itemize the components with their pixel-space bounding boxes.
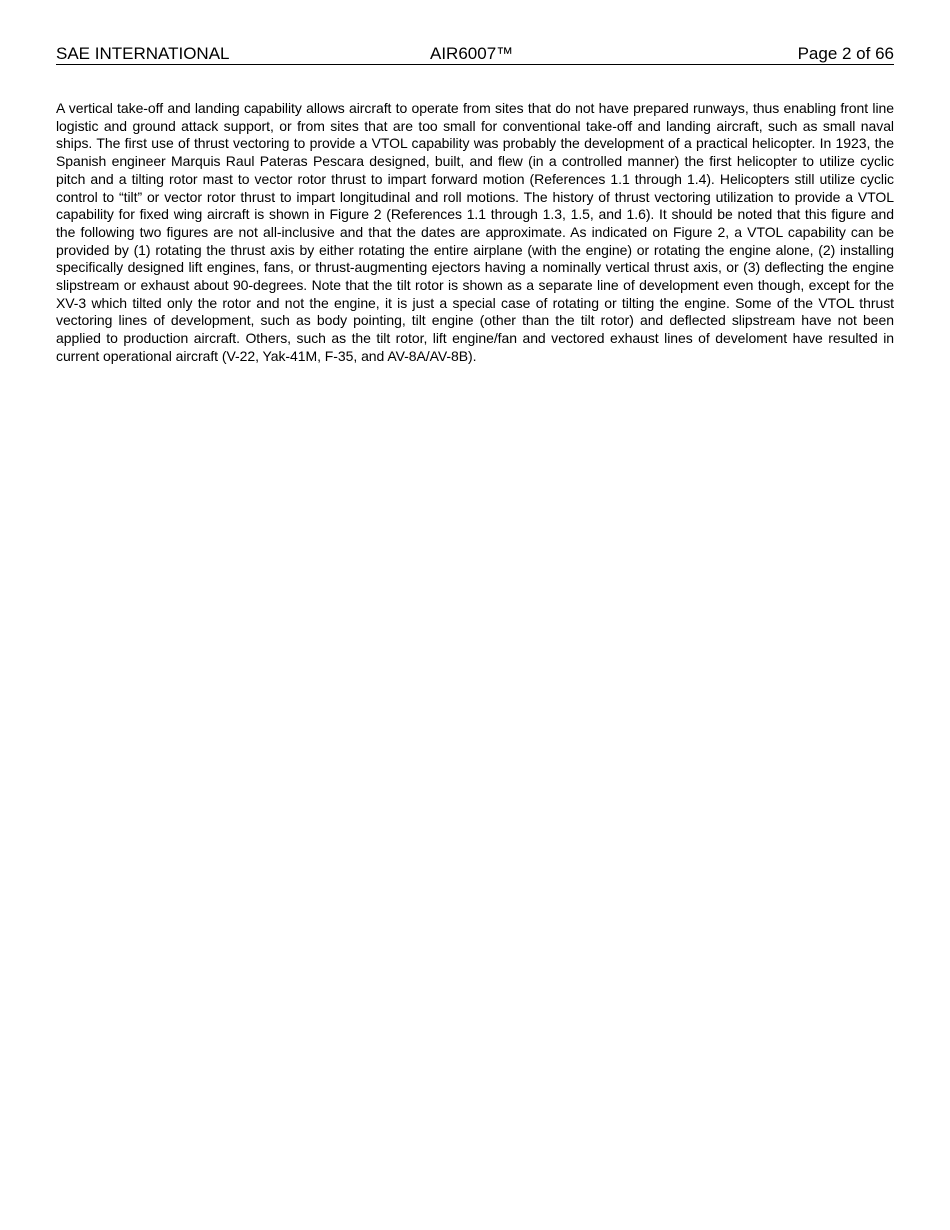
header-organization: SAE INTERNATIONAL — [56, 44, 230, 63]
header-page-number: Page 2 of 66 — [797, 44, 894, 63]
page-header — [56, 44, 894, 65]
body-paragraph: A vertical take-off and landing capability allows aircraft to operate from sites that do not have prepared runways, thus enabling front line logistic and ground attack support, or from sites that are too small for conventional take-off and landing aircraft, such as small naval ships. The first use of thrust vectoring to provide a VTOL capability was probably the development of a practical helicopter. In 1923, the Spanish engineer Marquis Raul Pateras Pescara designed, built, and flew (in a controlled manner) the first helicopter to utilize cyclic pitch and a tilting rotor mast to vector rotor thrust to impart forward motion (References 1.1 through 1.4). Helicopters still utilize cyclic control to “tilt” or vector rotor thrust to impart longitudinal and roll motions. The history of thrust vectoring utilization to provide a VTOL capability for fixed wing aircraft is shown in Figure 2 (References 1.1 through 1.3, 1.5, and 1.6). It should be noted that this figure and the following two figures are not all-inclusive and that the dates are approximate. As indicated on Figure 2, a VTOL capability can be provided by (1) rotating the thrust axis by either rotating the entire airplane (with the engine) or rotating the engine alone, (2) installing specifically designed lift engines, fans, or thrust-augmenting ejectors having a nominally vertical thrust axis, or (3) deflecting the engine slipstream or exhaust about 90-degrees. Note that the tilt rotor is shown as a separate line of development even though, except for the XV-3 which tilted only the rotor and not the engine, it is just a special case of rotating or tilting the engine. Some of the VTOL thrust vectoring lines of development, such as body pointing, tilt engine (other than the tilt rotor) and deflected slipstream have not been applied to production aircraft. Others, such as the tilt rotor, lift engine/fan and vectored exhaust lines of develoment have resulted in current operational aircraft (V-22, Yak-41M, F-35, and AV-8A/AV-8B). — [56, 100, 894, 364]
document-page — [56, 44, 894, 380]
header-document-id: AIR6007™ — [430, 44, 514, 63]
